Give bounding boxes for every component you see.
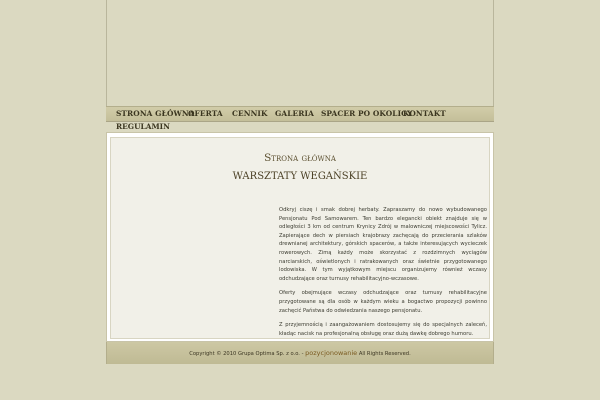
main-navigation — [106, 106, 494, 122]
footer-text — [107, 349, 493, 357]
header-banner — [106, 0, 494, 106]
nav-item-contact[interactable]: KONTAKT — [403, 109, 446, 118]
nav-item-prices[interactable]: CENNIK — [232, 109, 268, 118]
paragraph: Z przyjemnością i zaangażowaniem dostosujemy się do specjalnych zaleceń, kładąc nacisk na profesjonalną obsługę oraz dużą dawkę dobrego humoru. — [279, 322, 487, 337]
nav-item-offer[interactable]: OFERTA — [188, 109, 223, 118]
page-subtitle: WARSZTATY WEGAŃSKIE — [232, 171, 368, 182]
copyright-text: Copyright © 2010 Grupa Optima Sp. z o.o. - — [189, 351, 304, 357]
content-frame — [106, 132, 494, 342]
rights-text: All Rights Reserved. — [358, 351, 411, 357]
paragraph: Oferty obejmujące wczasy odchudzające oraz turnusy rehabilitacyjne przygotowane są dla osób w każdym wieku a bogactwo propozycji powinno zachęcić Państwa do odwiedzania naszego pensjonatu. — [279, 290, 487, 314]
content-area — [110, 137, 490, 339]
nav-item-home[interactable]: STRONA GŁÓWNA — [116, 109, 195, 118]
page-wrapper — [106, 0, 494, 400]
nav-item-gallery[interactable]: GALERIA — [275, 109, 314, 118]
nav-item-walk[interactable]: SPACER PO OKOLICY — [321, 109, 413, 118]
nav-item-regulations[interactable]: REGULAMIN — [116, 122, 170, 131]
seo-link[interactable]: pozycjonowanie — [305, 349, 358, 357]
page-title: Strona główna — [264, 152, 336, 164]
article-body — [279, 206, 487, 344]
paragraph: Odkryj ciszę i smak dobrej herbaty. Zapraszamy do nowo wybudowanego Pensjonatu Pod Samowarem. Ten bardzo elegancki obiekt znajduje się w odległości 3 km od centrum Krynicy Zdrój w malowniczej miejscowości Tylicz. Zapierające dech w piersiach krajobrazy zachęcają do przecierania szlaków drewnianej architektury, górskich spacerów, a także interesujących wycieczek rowerowych. Zimą każdy może skorzystać z rozdzimnych wyciągów narciarskich, oświetlonych i ratrakowanych oraz świetnie przygotowanego lodowiska. W tym wyjątkowym miejscu organizujemy również wczasy odchudzające oraz turnusy rehabilitacyjno-wczasowe. — [279, 207, 487, 282]
footer — [106, 342, 494, 364]
